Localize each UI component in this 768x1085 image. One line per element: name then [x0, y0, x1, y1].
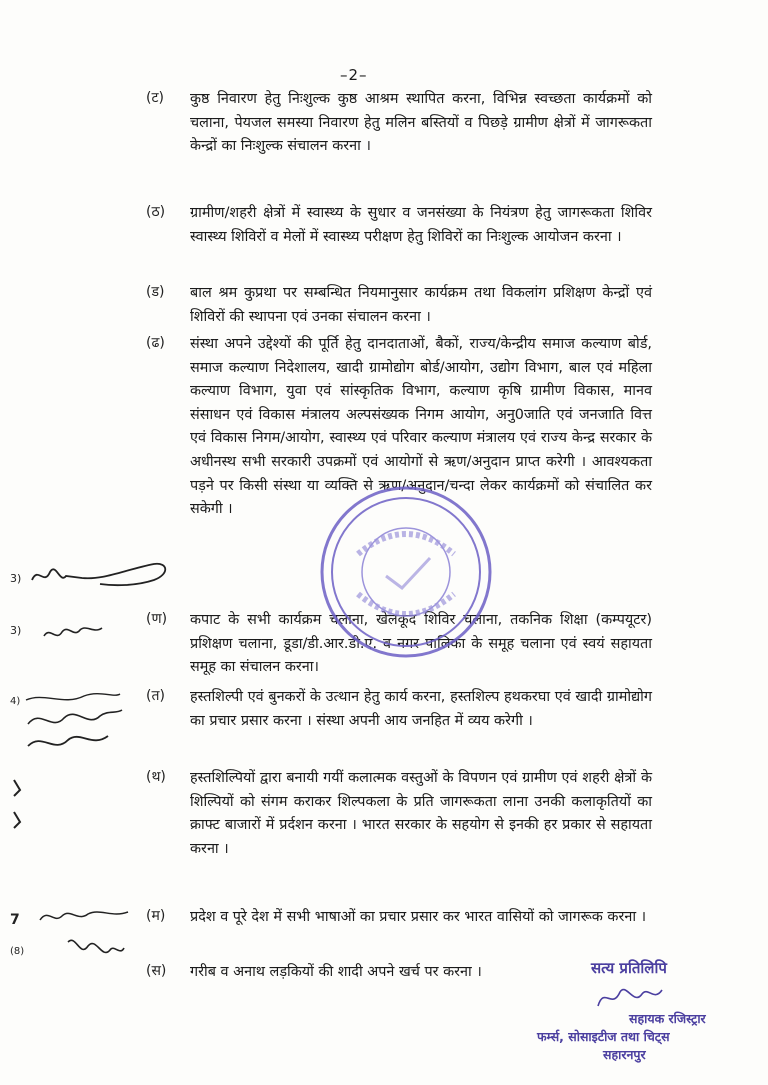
member-signature-5 — [4, 684, 134, 764]
registrar-office: फर्म्स, सोसाइटीज तथा चिट्स — [537, 1029, 670, 1044]
svg-text:7: 7 — [10, 912, 20, 928]
clause-text: हस्तशिल्पियों द्वारा बनायी गयीं कलात्मक वस्तुओं के विपणन एवं ग्रामीण एवं शहरी क्षेत्रों के शिल्पियों को संगम कराकर शिल्पकला के प्रति जागरूकता लाना उनकी कलाकृतियों का क्राफ्ट बाजारों में प्रर्दशन करना । भारत सरकार के सहयोग से इनकी हर प्रकार से सहायता करना । — [190, 770, 652, 857]
svg-text:3): 3) — [10, 624, 22, 637]
clause-text: संस्था अपने उद्देश्यों की पूर्ति हेतु दानदाताओं, बैकों, राज्य/केन्द्रीय समाज कल्याण बोर्ड, समाज कल्याण निदेशालय, खादी ग्रामोद्योग बोर्ड/आयोग, उद्योग विभाग, बाल एवं महिला कल्याण विभाग, युवा एवं सांस्कृतिक विभाग, कल्याण कृषि ग्रामीण विकास, मानव संसाधन एवं विकास मंत्रालय अल्पसंख्यक निगम आयोग, अनु0जाति एवं जनजाति वित्त एवं विकास निगम/आयोग, स्वास्थ्य एवं परिवार कल्याण मंत्रालय एवं राज्य केन्द्र सरकार के अधीनस्थ सभी सरकारी उपक्रमों एवं आयोगों से ऋण/अनुदान प्राप्त करेगी । आवश्यकता पड़ने पर किसी संस्था या व्यक्ति से ऋण/अनुदान/चन्दा लेकर कार्यक्रमों को संचालित कर सकेगी । — [190, 336, 652, 518]
clause-label: (त) — [146, 688, 165, 704]
member-signature-3 — [4, 556, 180, 606]
clause-text: कपाट के सभी कार्यक्रम चलाना, खेलकूद शिविर चलाना, तकनिक शिक्षा (कम्पयूटर) प्रशिक्षण चलाना, डूडा/डी.आर.डी.ए. व नगर पालिका के समूह चलाना एवं स्वयं सहायता समूह का संचालन करना। — [190, 612, 652, 676]
page-number: –2– — [340, 66, 368, 84]
svg-text:4): 4) — [10, 696, 21, 707]
margin-mark — [4, 772, 34, 832]
svg-text:(8): (8) — [10, 946, 25, 957]
svg-text:3): 3) — [10, 572, 22, 585]
clause-label: (ट) — [146, 90, 164, 106]
certified-copy-stamp: सत्य प्रतिलिपि — [591, 959, 667, 977]
clause-text: गरीब व अनाथ लड़कियों की शादी अपने खर्च पर करना । — [190, 964, 482, 980]
clause-text: कुष्ठ निवारण हेतु निःशुल्क कुष्ठ आश्रम स्थापित करना, विभिन्न स्वच्छता कार्यक्रमों को चलाना, पेयजल समस्या निवारण हेतु मलिन बस्तियों व पिछड़े ग्रामीण क्षेत्रों में जागरूकता केन्द्रों का निःशुल्क संचालन करना । — [190, 91, 652, 155]
registrar-location: सहारनपुर — [603, 1047, 646, 1062]
clause-text: हस्तशिल्पी एवं बुनकरों के उत्थान हेतु कार्य करना, हस्तशिल्प हथकरघा एवं खादी ग्रामोद्योग का प्रचार प्रसार करना । संस्था अपनी आय जनहित में व्यय करेगी । — [190, 689, 652, 729]
clause-label: (ठ) — [146, 204, 166, 220]
member-signature-7 — [4, 898, 154, 980]
clause-text: ग्रामीण/शहरी क्षेत्रों में स्वास्थ्य के सुधार व जनसंख्या के नियंत्रण हेतु जागरूकता शिविर स्वास्थ्य शिविरों व मेलों में स्वास्थ्य परीक्षण हेतु शिविरों का निःशुल्क आयोजन करना । — [190, 205, 652, 245]
member-signature-4 — [4, 612, 124, 654]
clause-label: (थ) — [146, 769, 166, 785]
clause-label: (ढ) — [146, 335, 165, 351]
clause-label: (ण) — [146, 611, 168, 627]
registrar-designation: सहायक रजिस्ट्रार — [629, 1011, 706, 1026]
clause-label: (स) — [146, 963, 167, 979]
clause-text: बाल श्रम कुप्रथा पर सम्बन्धित नियमानुसार कार्यक्रम तथा विकलांग प्रशिक्षण केन्द्रों एवं शिविरों की स्थापना एवं उनका संचालन करना । — [190, 285, 652, 325]
clause-text: प्रदेश व पूरे देश में सभी भाषाओं का प्रचार प्रसार कर भारत वासियों को जागरूक करना । — [190, 909, 647, 925]
clause-label: (म) — [146, 908, 166, 924]
clause-label: (ड) — [146, 284, 165, 300]
